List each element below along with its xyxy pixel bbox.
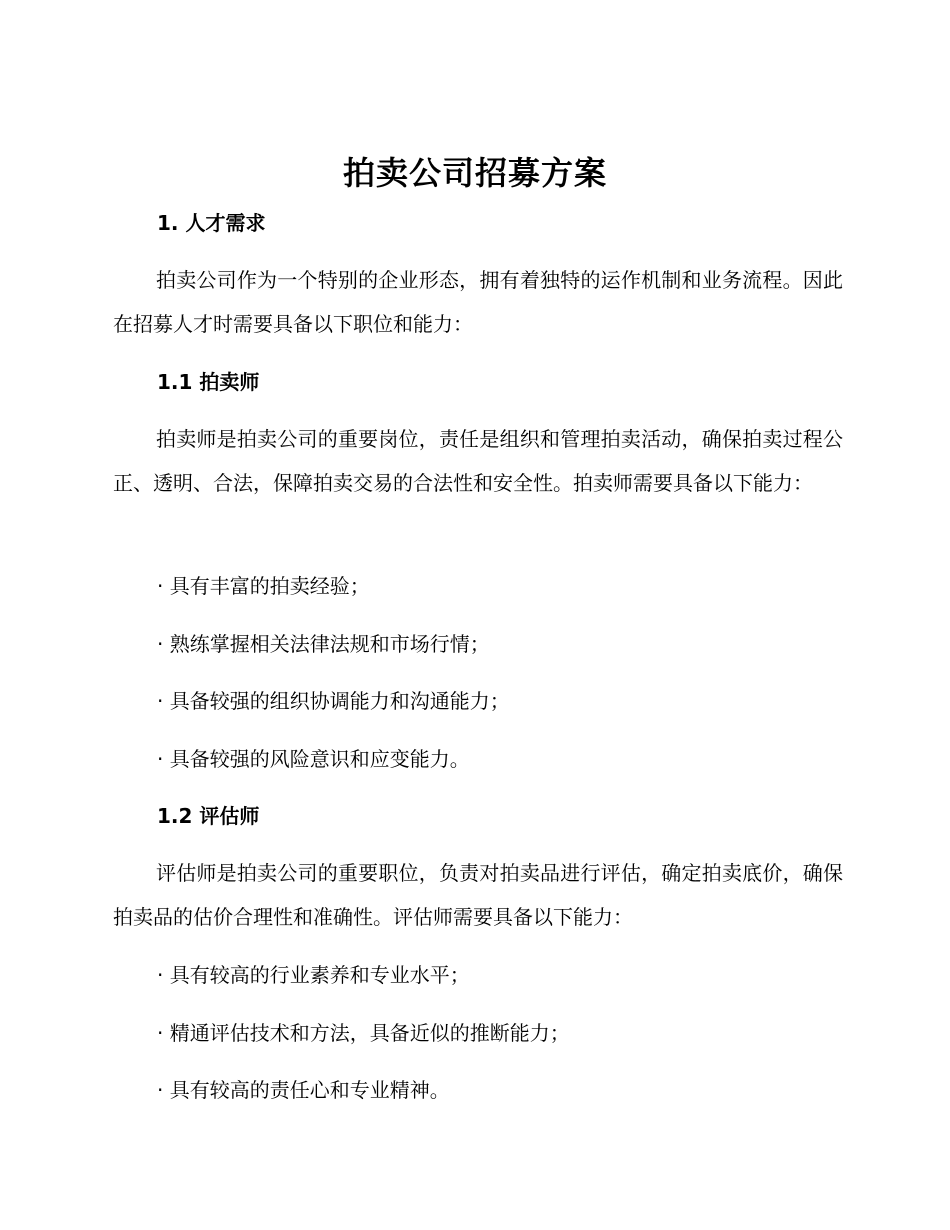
paragraph-talent-needs: 拍卖公司作为一个特别的企业形态，拥有着独特的运作机制和业务流程。因此在招募人才时需要具备以下职位和能力：: [113, 268, 843, 336]
list-item: · 具备较强的组织协调能力和沟通能力；: [157, 689, 510, 713]
section-heading-talent-needs: 1. 人才需求: [157, 211, 266, 235]
paragraph-appraiser: 评估师是拍卖公司的重要职位，负责对拍卖品进行评估，确定拍卖底价，确保拍卖品的估价合理性和准确性。评估师需要具备以下能力：: [113, 861, 843, 929]
list-item: · 精通评估技术和方法，具备近似的推断能力；: [157, 1021, 570, 1045]
list-item: · 熟练掌握相关法律法规和市场行情；: [157, 632, 490, 656]
document-title: 拍卖公司招募方案: [342, 154, 607, 192]
list-item: · 具备较强的风险意识和应变能力。: [157, 747, 470, 771]
section-heading-auctioneer: 1.1 拍卖师: [157, 370, 260, 394]
list-item: · 具有较高的责任心和专业精神。: [157, 1078, 450, 1102]
list-item: · 具有丰富的拍卖经验；: [157, 574, 370, 598]
paragraph-auctioneer: 拍卖师是拍卖公司的重要岗位，责任是组织和管理拍卖活动，确保拍卖过程公正、透明、合法，保障拍卖交易的合法性和安全性。拍卖师需要具备以下能力：: [113, 427, 843, 495]
list-item: · 具有较高的行业素养和专业水平；: [157, 963, 470, 987]
section-heading-appraiser: 1.2 评估师: [157, 804, 260, 828]
